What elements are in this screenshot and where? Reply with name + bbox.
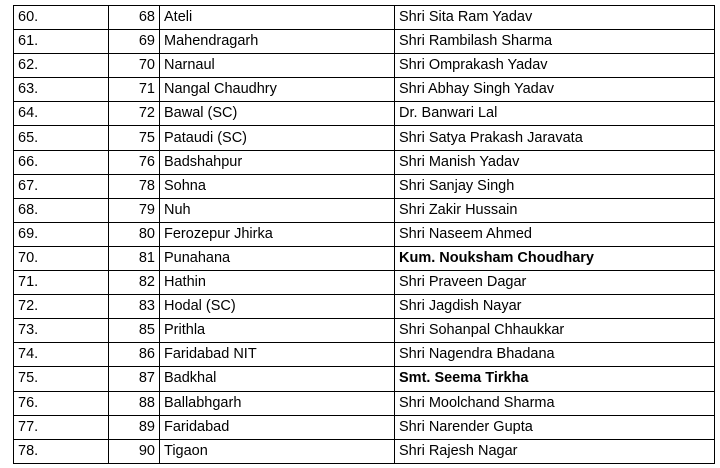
constituency-name-cell: Nuh bbox=[160, 198, 395, 222]
serial-number-cell: 76. bbox=[14, 391, 109, 415]
serial-number-cell: 78. bbox=[14, 439, 109, 463]
serial-number-cell: 75. bbox=[14, 367, 109, 391]
table-row bbox=[14, 174, 715, 198]
table-row bbox=[14, 198, 715, 222]
serial-number-cell: 60. bbox=[14, 6, 109, 30]
serial-number-cell: 67. bbox=[14, 174, 109, 198]
constituency-number-cell: 89 bbox=[109, 415, 160, 439]
constituency-number-cell: 87 bbox=[109, 367, 160, 391]
table-row bbox=[14, 126, 715, 150]
candidate-list-body bbox=[14, 6, 715, 464]
constituency-number-cell: 76 bbox=[109, 150, 160, 174]
serial-number-cell: 61. bbox=[14, 30, 109, 54]
constituency-name-cell: Nangal Chaudhry bbox=[160, 78, 395, 102]
candidate-name-cell: Shri Rajesh Nagar bbox=[395, 439, 715, 463]
candidate-name-cell: Shri Sohanpal Chhaukkar bbox=[395, 319, 715, 343]
table-row bbox=[14, 54, 715, 78]
constituency-number-cell: 88 bbox=[109, 391, 160, 415]
constituency-name-cell: Hodal (SC) bbox=[160, 295, 395, 319]
constituency-name-cell: Ballabhgarh bbox=[160, 391, 395, 415]
constituency-name-cell: Narnaul bbox=[160, 54, 395, 78]
serial-number-cell: 71. bbox=[14, 271, 109, 295]
candidate-name-cell: Shri Zakir Hussain bbox=[395, 198, 715, 222]
candidate-name-cell: Shri Moolchand Sharma bbox=[395, 391, 715, 415]
table-row bbox=[14, 246, 715, 270]
candidate-name-cell: Shri Manish Yadav bbox=[395, 150, 715, 174]
table-row bbox=[14, 78, 715, 102]
candidate-name-cell: Shri Narender Gupta bbox=[395, 415, 715, 439]
table-row bbox=[14, 6, 715, 30]
table-row bbox=[14, 30, 715, 54]
constituency-name-cell: Badkhal bbox=[160, 367, 395, 391]
constituency-name-cell: Punahana bbox=[160, 246, 395, 270]
constituency-name-cell: Tigaon bbox=[160, 439, 395, 463]
candidate-name-cell: Smt. Seema Tirkha bbox=[395, 367, 715, 391]
constituency-number-cell: 78 bbox=[109, 174, 160, 198]
constituency-name-cell: Badshahpur bbox=[160, 150, 395, 174]
candidate-name-cell: Shri Jagdish Nayar bbox=[395, 295, 715, 319]
table-row bbox=[14, 295, 715, 319]
table-row bbox=[14, 415, 715, 439]
constituency-number-cell: 80 bbox=[109, 222, 160, 246]
candidate-name-cell: Shri Omprakash Yadav bbox=[395, 54, 715, 78]
candidate-name-cell: Shri Rambilash Sharma bbox=[395, 30, 715, 54]
constituency-number-cell: 71 bbox=[109, 78, 160, 102]
constituency-number-cell: 82 bbox=[109, 271, 160, 295]
candidate-name-cell: Shri Praveen Dagar bbox=[395, 271, 715, 295]
constituency-name-cell: Hathin bbox=[160, 271, 395, 295]
serial-number-cell: 77. bbox=[14, 415, 109, 439]
constituency-number-cell: 68 bbox=[109, 6, 160, 30]
table-row bbox=[14, 343, 715, 367]
table-row bbox=[14, 271, 715, 295]
serial-number-cell: 62. bbox=[14, 54, 109, 78]
constituency-name-cell: Ferozepur Jhirka bbox=[160, 222, 395, 246]
table-row bbox=[14, 102, 715, 126]
constituency-number-cell: 81 bbox=[109, 246, 160, 270]
candidate-name-cell: Shri Naseem Ahmed bbox=[395, 222, 715, 246]
candidate-name-cell: Shri Sanjay Singh bbox=[395, 174, 715, 198]
constituency-name-cell: Ateli bbox=[160, 6, 395, 30]
serial-number-cell: 72. bbox=[14, 295, 109, 319]
constituency-name-cell: Faridabad bbox=[160, 415, 395, 439]
serial-number-cell: 64. bbox=[14, 102, 109, 126]
constituency-name-cell: Prithla bbox=[160, 319, 395, 343]
serial-number-cell: 69. bbox=[14, 222, 109, 246]
candidate-name-cell: Shri Sita Ram Yadav bbox=[395, 6, 715, 30]
constituency-number-cell: 83 bbox=[109, 295, 160, 319]
constituency-number-cell: 79 bbox=[109, 198, 160, 222]
candidate-list-table bbox=[13, 5, 715, 464]
constituency-number-cell: 90 bbox=[109, 439, 160, 463]
constituency-number-cell: 85 bbox=[109, 319, 160, 343]
constituency-name-cell: Pataudi (SC) bbox=[160, 126, 395, 150]
serial-number-cell: 66. bbox=[14, 150, 109, 174]
candidate-name-cell: Kum. Nouksham Choudhary bbox=[395, 246, 715, 270]
table-row bbox=[14, 391, 715, 415]
table-row bbox=[14, 222, 715, 246]
constituency-number-cell: 86 bbox=[109, 343, 160, 367]
serial-number-cell: 63. bbox=[14, 78, 109, 102]
serial-number-cell: 70. bbox=[14, 246, 109, 270]
serial-number-cell: 68. bbox=[14, 198, 109, 222]
constituency-name-cell: Mahendragarh bbox=[160, 30, 395, 54]
candidate-name-cell: Shri Nagendra Bhadana bbox=[395, 343, 715, 367]
table-row bbox=[14, 150, 715, 174]
constituency-name-cell: Sohna bbox=[160, 174, 395, 198]
candidate-name-cell: Shri Abhay Singh Yadav bbox=[395, 78, 715, 102]
candidate-name-cell: Shri Satya Prakash Jaravata bbox=[395, 126, 715, 150]
serial-number-cell: 73. bbox=[14, 319, 109, 343]
constituency-number-cell: 70 bbox=[109, 54, 160, 78]
constituency-number-cell: 72 bbox=[109, 102, 160, 126]
table-row bbox=[14, 319, 715, 343]
serial-number-cell: 65. bbox=[14, 126, 109, 150]
table-row bbox=[14, 439, 715, 463]
constituency-name-cell: Bawal (SC) bbox=[160, 102, 395, 126]
constituency-name-cell: Faridabad NIT bbox=[160, 343, 395, 367]
constituency-number-cell: 69 bbox=[109, 30, 160, 54]
serial-number-cell: 74. bbox=[14, 343, 109, 367]
candidate-name-cell: Dr. Banwari Lal bbox=[395, 102, 715, 126]
table-row bbox=[14, 367, 715, 391]
constituency-number-cell: 75 bbox=[109, 126, 160, 150]
